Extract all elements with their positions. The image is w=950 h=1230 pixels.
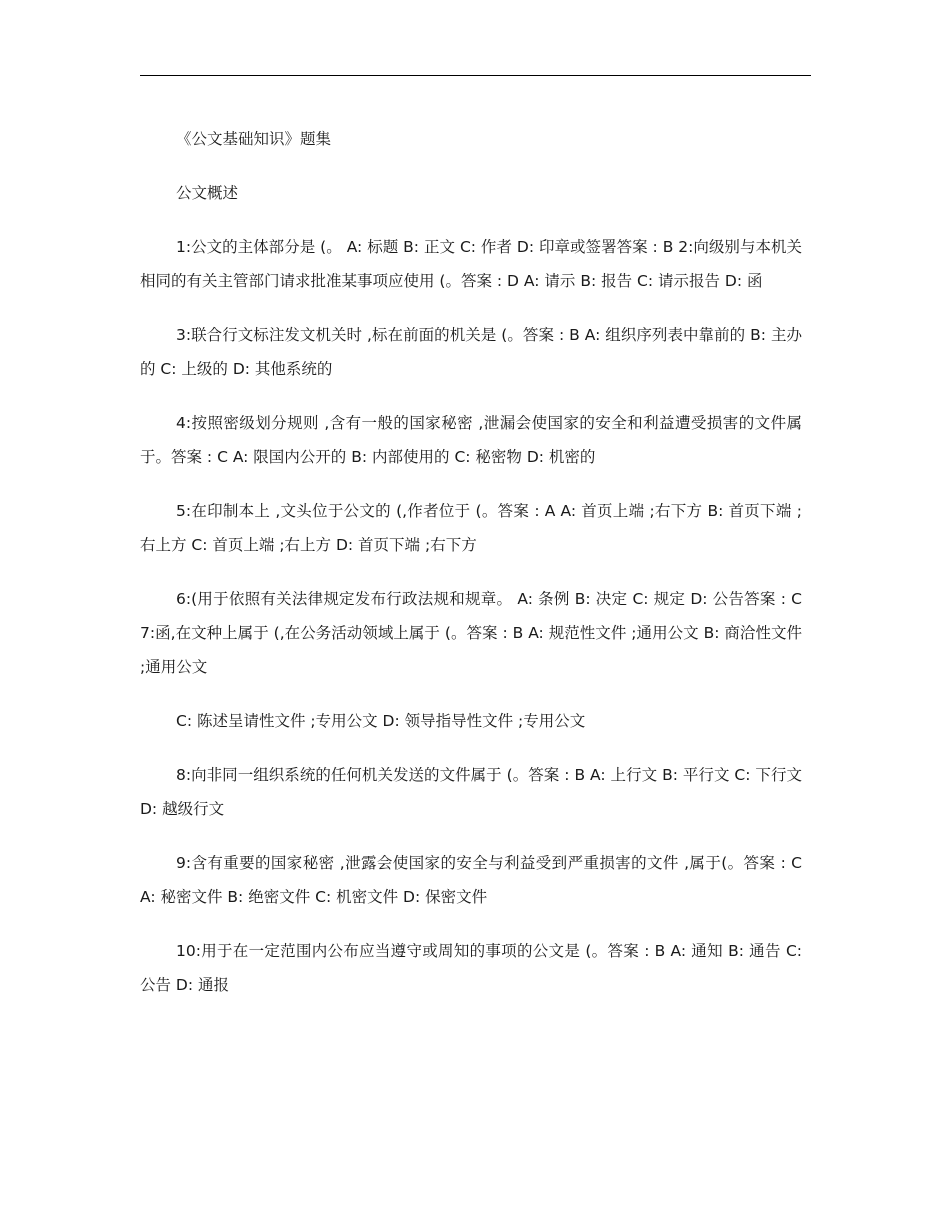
question-paragraph: 1:公文的主体部分是 (。 A: 标题 B: 正文 C: 作者 D: 印章或签署答案 : B 2:向级别与本机关相同的有关主管部门请求批准某事项应使用 (。答案 : D A: 请示 B: 报告 C: 请示报告 D: 函 [140,238,802,290]
question-paragraph: 5:在印制本上 ,文头位于公文的 (,作者位于 (。答案 : A A: 首页上端 ;右下方 B: 首页下端 ;右上方 C: 首页上端 ;右上方 D: 首页下端 ;右下方 [140,502,802,554]
question-paragraph: 4:按照密级划分规则 ,含有一般的国家秘密 ,泄漏会使国家的安全和利益遭受损害的文件属于。答案 : C A: 限国内公开的 B: 内部使用的 C: 秘密物 D: 机密的 [140,414,802,466]
header-rule [140,75,811,76]
document-body [140,122,802,1022]
question-paragraph: C: 陈述呈请性文件 ;专用公文 D: 领导指导性文件 ;专用公文 [176,712,586,730]
question-paragraph: 9:含有重要的国家秘密 ,泄露会使国家的安全与利益受到严重损害的文件 ,属于(。答案 : C A: 秘密文件 B: 绝密文件 C: 机密文件 D: 保密文件 [140,854,802,906]
question-paragraph: 6:(用于依照有关法律规定发布行政法规和规章。 A: 条例 B: 决定 C: 规定 D: 公告答案 : C 7:函,在文种上属于 (,在公务活动领域上属于 (。答案 : B A: 规范性文件 ;通用公文 B: 商洽性文件 ;通用公文 [140,590,802,676]
question-paragraph: 10:用于在一定范围内公布应当遵守或周知的事项的公文是 (。答案 : B A: 通知 B: 通告 C: 公告 D: 通报 [140,942,802,994]
section-heading: 公文概述 [176,184,239,202]
document-title: 《公文基础知识》题集 [176,130,332,148]
question-paragraph: 3:联合行文标注发文机关时 ,标在前面的机关是 (。答案 : B A: 组织序列表中靠前的 B: 主办的 C: 上级的 D: 其他系统的 [140,326,802,378]
question-paragraph: 8:向非同一组织系统的任何机关发送的文件属于 (。答案 : B A: 上行文 B: 平行文 C: 下行文 D: 越级行文 [140,766,802,818]
